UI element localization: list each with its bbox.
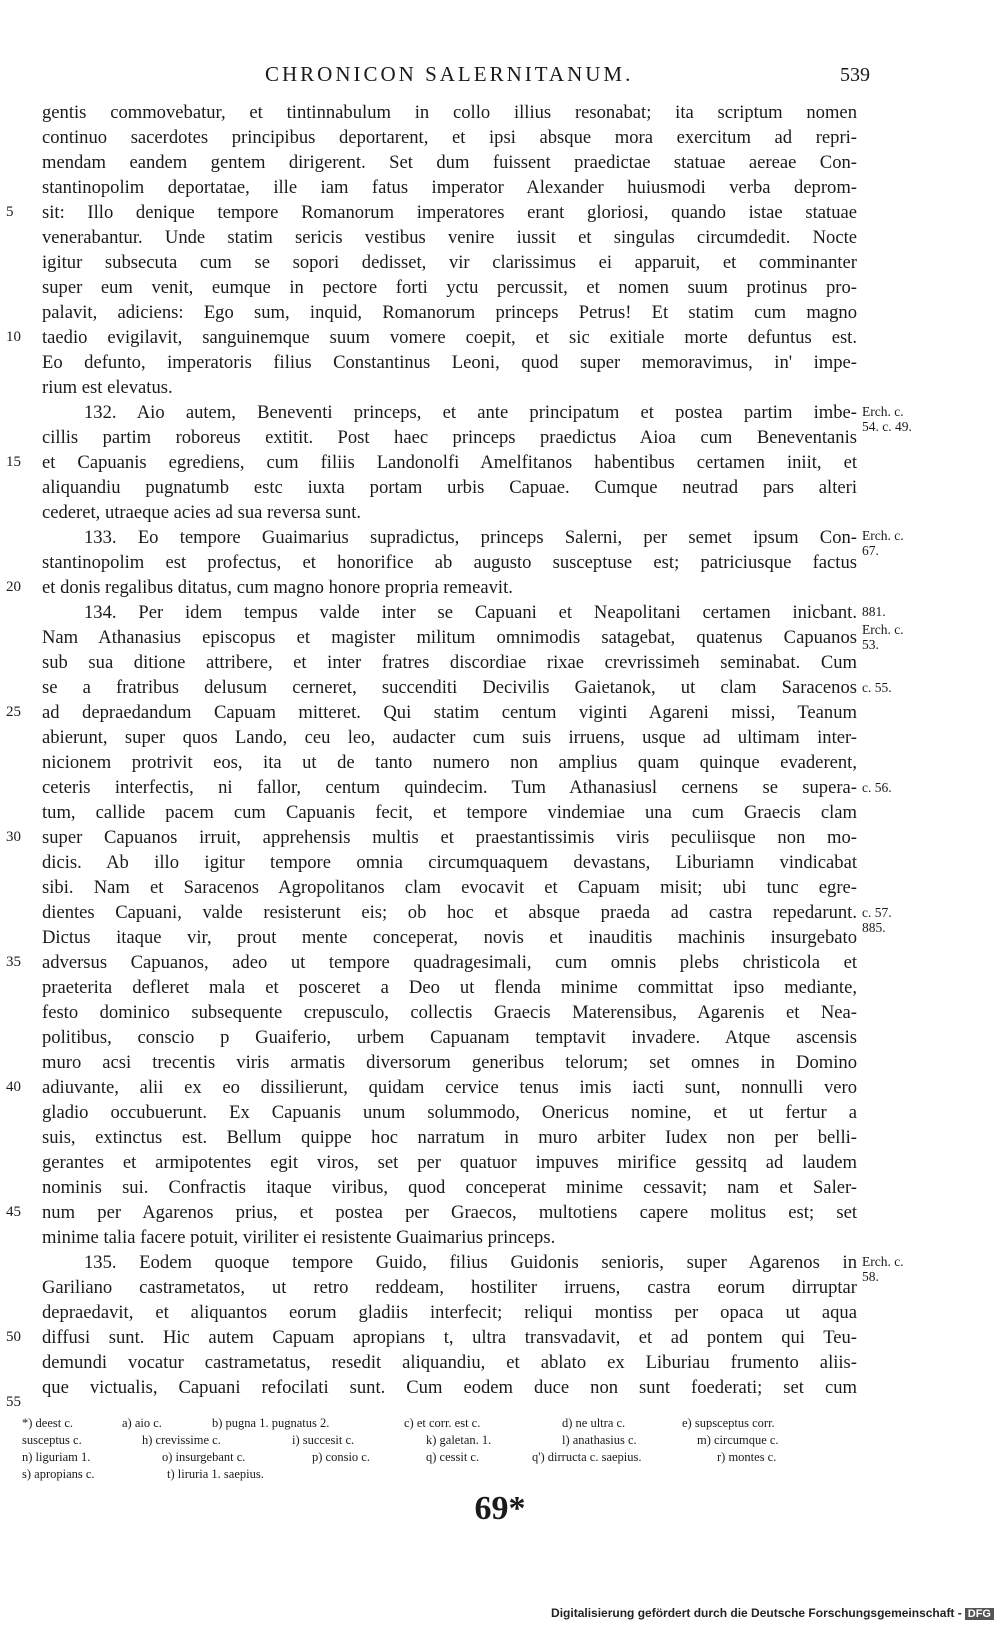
footnote-row (22, 1432, 902, 1449)
digitization-notice (551, 1606, 994, 1620)
text-line: praeterita defleret mala et posceret a Deo ut flenda minime committat ipso mediante, (42, 977, 857, 998)
footnote: l) anathasius c. (562, 1433, 637, 1447)
text-line: suis, extinctus est. Bellum quippe hoc narratum in muro arbiter Iudex non per belli- (42, 1127, 857, 1148)
text-line: gladio occubuerunt. Ex Capuanis unum solummodo, Onericus nomine, et ut fertur a (42, 1102, 857, 1123)
text-line: sit: Illo denique tempore Romanorum imperatores erant gloriosi, quando istae statuae (42, 202, 857, 223)
margin-note: c. 57. 885. (862, 905, 892, 935)
line-number: 50 (6, 1329, 21, 1345)
line-number: 35 (6, 954, 21, 970)
margin-note: c. 55. (862, 680, 892, 695)
margin-note: Erch. c. 58. (862, 1254, 904, 1284)
text-line: et donis regalibus ditatus, cum magno honore propria remeavit. (42, 577, 513, 598)
text-line: nominis sui. Confractis itaque viribus, quod conceperat minime cessavit; nam et Saler- (42, 1177, 857, 1198)
text-line: num per Agarenos prius, et postea per Graecos, multotiens capere molitus est; set (42, 1202, 857, 1223)
text-line: abierunt, super quos Lando, ceu leo, audacter cum suis irruens, usque ad ultimam inter- (42, 727, 857, 748)
text-line: muro acsi trecentis viris armatis diversorum generibus telorum; set omnes in Domino (42, 1052, 857, 1073)
footnote: t) liruria 1. saepius. (167, 1467, 264, 1481)
footnote: r) montes c. (717, 1450, 777, 1464)
text-line: et Capuanis egrediens, cum filiis Landonolfi Amelfitanos habentibus certamen iniit, et (42, 452, 857, 473)
text-line: gerantes et armipotentes egit viros, set per quatuor impuves mirifice gessitq ad laudem (42, 1152, 857, 1173)
footnote: i) succesit c. (292, 1433, 355, 1447)
text-line: que victualis, Capuani refocilati sunt. Cum eodem duce non sunt foederati; set cum (42, 1377, 857, 1398)
text-line: se a fratribus delusum cerneret, succenditi Decivilis Gaietanok, ut clam Saracenos (42, 677, 857, 698)
text-line: venerabantur. Unde statim sericis vestibus venire iussit et singulas circumdedit. Nocte (42, 227, 857, 248)
line-number: 10 (6, 329, 21, 345)
margin-note: Erch. c. 67. (862, 528, 904, 558)
margin-note: 881. (862, 604, 886, 619)
text-line: cederet, utraeque acies ad sua reversa sunt. (42, 502, 362, 523)
text-line: demundi vocatur castrametatus, resedit aliquandiu, et ablato ex Liburiau frumento aliis- (42, 1352, 857, 1373)
text-line: stantinopolim est profectus, et honorifice ab augusto susceptuse est; patriciusque factus (42, 552, 857, 573)
footnote: d) ne ultra c. (562, 1416, 626, 1430)
line-number: 45 (6, 1204, 21, 1220)
text-line: mendam eandem gentem dirigerent. Set dum fuissent praedictae statuae aereae Con- (42, 152, 857, 173)
text-line: ceteris interfectis, ni fallor, centum quindecim. Tum Athanasiusl cernens se supera- (42, 777, 857, 798)
margin-note: c. 56. (862, 780, 892, 795)
footnote-row (22, 1449, 902, 1466)
text-line: taedio evigilavit, sanguinemque suum vomere coepit, et sic exitiale morte defuntus est. (42, 327, 857, 348)
footnote: s) apropians c. (22, 1467, 95, 1481)
footnote: o) insurgebant c. (162, 1450, 246, 1464)
line-number: 40 (6, 1079, 21, 1095)
footnote: m) circumque c. (697, 1433, 779, 1447)
footnote: h) crevissime c. (142, 1433, 221, 1447)
margin-note: Erch. c. 53. (862, 622, 904, 652)
running-title: CHRONICON SALERNITANUM. (265, 62, 634, 86)
text-line: continuo sacerdotes principibus deportarent, et ipsi absque mora exercitum ad repri- (42, 127, 857, 148)
text-line: Gariliano castrametatos, ut retro reddeam, hostiliter irruens, castra eorum dirruptar (42, 1277, 857, 1298)
text-line: politibus, conscio p Guaiferio, urbem Capuanam temptavit invadere. Atque ascensis (42, 1027, 857, 1048)
line-number: 15 (6, 454, 21, 470)
text-line: sub sua ditione attribere, et inter fratres discordiae rixae crevrissimeh seminabat. Cum (42, 652, 857, 673)
margin-note: Erch. c. 54. c. 49. (862, 404, 912, 434)
text-line: nicionem protrivit eos, ita ut de tanto numero non amplius quam quinque evaderent, (42, 752, 857, 773)
footnote: q) cessit c. (426, 1450, 480, 1464)
text-line: super Capuanos irruit, apprehensis multis et praestantissimis viris peculiisque non mo- (42, 827, 857, 848)
text-line: Dictus itaque vir, prout mente conceperat, novis et inauditis machinis insurgebato (42, 927, 857, 948)
text-line: dientes Capuani, valde resisterunt eis; ob hoc et absque praeda ad castra repedarunt. (42, 902, 857, 923)
footnote: *) deest c. (22, 1416, 74, 1430)
line-number: 25 (6, 704, 21, 720)
text-line: palavit, adiciens: Ego sum, inquid, Romanorum princeps Petrus! Et statim cum magno (42, 302, 857, 323)
text-line: minime talia facere potuit, viriliter ei resistente Guaimarius princeps. (42, 1227, 556, 1248)
running-header (0, 62, 1000, 92)
footnote: c) et corr. est c. (404, 1416, 481, 1430)
text-line: rium est elevatus. (42, 377, 173, 398)
signature-mark: 69* (474, 1490, 526, 1527)
text-line: dicis. Ab illo igitur tempore omnia circumquaquem devastans, Liburiamn vindicabat (42, 852, 857, 873)
footnote: p) consio c. (312, 1450, 370, 1464)
text-line: diffusi sunt. Hic autem Capuam apropians t, ultra transvadavit, et ad pontem qui Teu- (42, 1327, 857, 1348)
footnote: e) supsceptus corr. (682, 1416, 775, 1430)
text-line: depraedavit, et aliquantos eorum gladiis interfecit; reliqui montiss per opaca ut aqua (42, 1302, 857, 1323)
text-line: sibi. Nam et Saracenos Agropolitanos clam evocavit et Capuam misit; ubi tunc egre- (42, 877, 857, 898)
text-line: 135. Eodem quoque tempore Guido, filius Guidonis senioris, super Agarenos in (84, 1252, 857, 1273)
digitization-text: Digitalisierung gefördert durch die Deutsche Forschungsgemeinschaft - (551, 1606, 962, 1620)
line-number: 5 (6, 204, 14, 220)
text-line: adiuvante, alii ex eo dissilierunt, quidam cervice tenus imis iacti sunt, nonnulli vero (42, 1077, 857, 1098)
footnote-row (22, 1466, 902, 1483)
footnote: susceptus c. (22, 1433, 82, 1447)
line-number: 30 (6, 829, 21, 845)
line-number: 20 (6, 579, 21, 595)
footnote: b) pugna 1. pugnatus 2. (212, 1416, 330, 1430)
line-number: 55 (6, 1394, 21, 1410)
text-line: 132. Aio autem, Beneventi princeps, et ante principatum et postea partim imbe- (84, 402, 857, 423)
footnote: a) aio c. (122, 1416, 162, 1430)
footnotes (22, 1415, 902, 1483)
text-line: gentis commovebatur, et tintinnabulum in collo illius resonabat; ita scriptum nomen (42, 102, 857, 123)
text-line: stantinopolim deportatae, ille iam fatus imperator Alexander huiusmodi verba deprom- (42, 177, 857, 198)
text-line: festo dominico subsequente crepusculo, collectis Graecis Materensibus, Agarenis et Nea- (42, 1002, 857, 1023)
text-line: 134. Per idem tempus valde inter se Capuani et Neapolitani certamen inicbant. (84, 602, 857, 623)
footnote: k) galetan. 1. (426, 1433, 492, 1447)
footnote: q') dirructa c. saepius. (532, 1450, 642, 1464)
footnote: n) liguriam 1. (22, 1450, 91, 1464)
text-line: Eo defunto, imperatoris filius Constantinus Leoni, quod super memoravimus, in' impe- (42, 352, 857, 373)
text-line: super eum venit, eumque in pectore forti yctu percussit, et nomen suum protinus pro- (42, 277, 857, 298)
text-line: 133. Eo tempore Guaimarius supradictus, princeps Salerni, per semet ipsum Con- (84, 527, 857, 548)
dfg-logo: DFG (965, 1608, 994, 1620)
text-line: ad depraedandum Capuam mitteret. Qui statim centum viginti Agareni missi, Teanum (42, 702, 857, 723)
text-line: cillis partim roboreus extitit. Post haec princeps praedictus Aioa cum Beneventanis (42, 427, 857, 448)
footnote-row (22, 1415, 902, 1432)
text-line: aliquandiu pugnatumb estc iuxta portam urbis Capuae. Cumque neutrad pars alteri (42, 477, 857, 498)
page-number: 539 (840, 64, 870, 86)
text-line: Nam Athanasius episcopus et magister militum omnimodis satagebat, quatenus Capuanos (42, 627, 857, 648)
text-line: igitur subsecuta cum se sopori dedisset, vir clarissimus ei apparuit, et comminanter (42, 252, 857, 273)
text-line: tum, callide pacem cum Capuanis fecit, et tempore vindemiae una cum Graecis clam (42, 802, 857, 823)
text-line: adversus Capuanos, adeo ut tempore quadragesimali, cum omnis plebs christicola et (42, 952, 857, 973)
